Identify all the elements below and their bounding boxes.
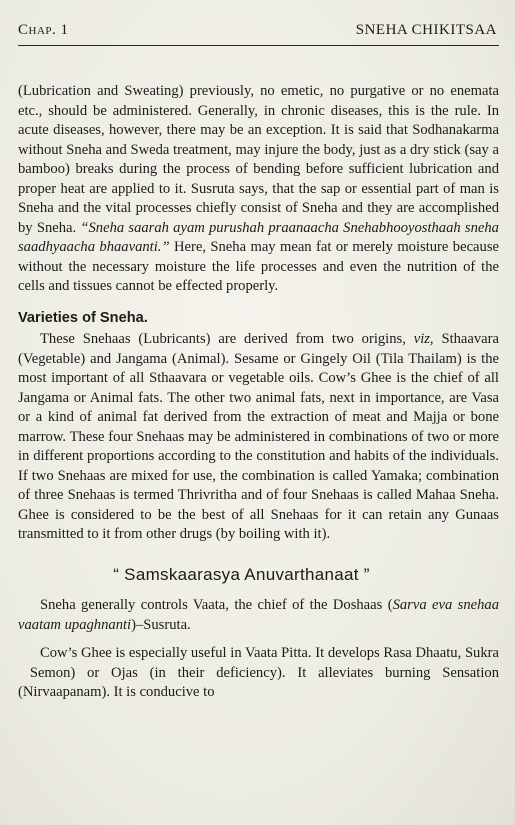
paragraph-3 <box>18 596 499 635</box>
paragraph-1 <box>18 82 499 297</box>
paragraph-2 <box>18 330 499 545</box>
paragraph-2-text-b: Sthaavara (Vegetable) and Jangama (Animal). Sesame or Gingely Oil (Tila Thailam) is the most important of all Sthaavara or vegetable oils. Cow’s Ghee is the chief of all Jangama or Animal fats. The other two animal fats, next in importance, are Vasa or a kind of animal fat derived from the extraction of meat and Majja or bone marrow. These four Snehaas may be administered in combinations of two or more in different proportions according to the constitution and habits of the individuals. If two Snehaas are mixed for use, the combination is called Yamaka; combination of three Snehaas is termed Thrivritha and of four Snehaas is called Mahaa Sneha. Ghee is considered to be the best of all Snehaas for it can retain any Gunaas transmitted to it from other drugs (by boiling with it). <box>18 331 499 542</box>
paragraph-3-text-b: )–Susruta. <box>131 616 191 633</box>
sanskrit-quote-1: “Sneha saarah ayam purushah praanaacha Snehabhooyosthaah sneha saadhyaacha bhaavanti.” <box>18 219 499 255</box>
header-rule <box>18 45 499 46</box>
chapter-label: Chap. 1 <box>18 22 69 38</box>
page-body <box>18 82 499 703</box>
paragraph-1-text: (Lubrication and Sweating) previously, no emetic, no purgative or no enemata etc., should be administered. Generally, in chronic diseases, this is the rule. In acute diseases, however, there may be an exception. It is said that Sodhanakarma without Sneha and Sweda treatment, may injure the body, just as a dry stick (say a bamboo) breaks during the process of bending before sufficient lubrication and proper heat are applied to it. Susruta says, that the sap or essential part of man is Sneha and the vital processes chiefly consist of Sneha and they are accomplished by Sneha. <box>18 83 499 236</box>
paragraph-2-text-a: These Snehaas (Lubricants) are derived from two origins, <box>40 331 414 347</box>
section-heading-varieties: Varieties of Sneha. <box>18 309 148 326</box>
paragraph-4: Cow’s Ghee is especially useful in Vaata Pitta. It develops Rasa Dhaatu, Sukra Semon) or Ojas (in their deficiency). It alleviates burning Sensation (Nirvaapanam). It is conducive to <box>18 645 499 700</box>
chapter-title: SNEHA CHIKITSAA <box>355 22 497 38</box>
section-heading-samskaara: “ Samskaarasya Anuvarthanaat ” <box>113 564 370 584</box>
viz-italic: viz, <box>413 331 434 347</box>
running-header <box>18 22 499 39</box>
paragraph-1-tail: Here, Sneha may mean fat or merely moisture because without the necessary moisture the life processes and even the nutrition of the cells and tissues cannot be effected properly. <box>18 239 499 294</box>
sanskrit-quote-2: Sarva eva snehaa vaatam upaghnanti <box>18 597 499 633</box>
paragraph-3-text-a: Sneha generally controls Vaata, the chief of the Doshaas ( <box>40 597 393 613</box>
